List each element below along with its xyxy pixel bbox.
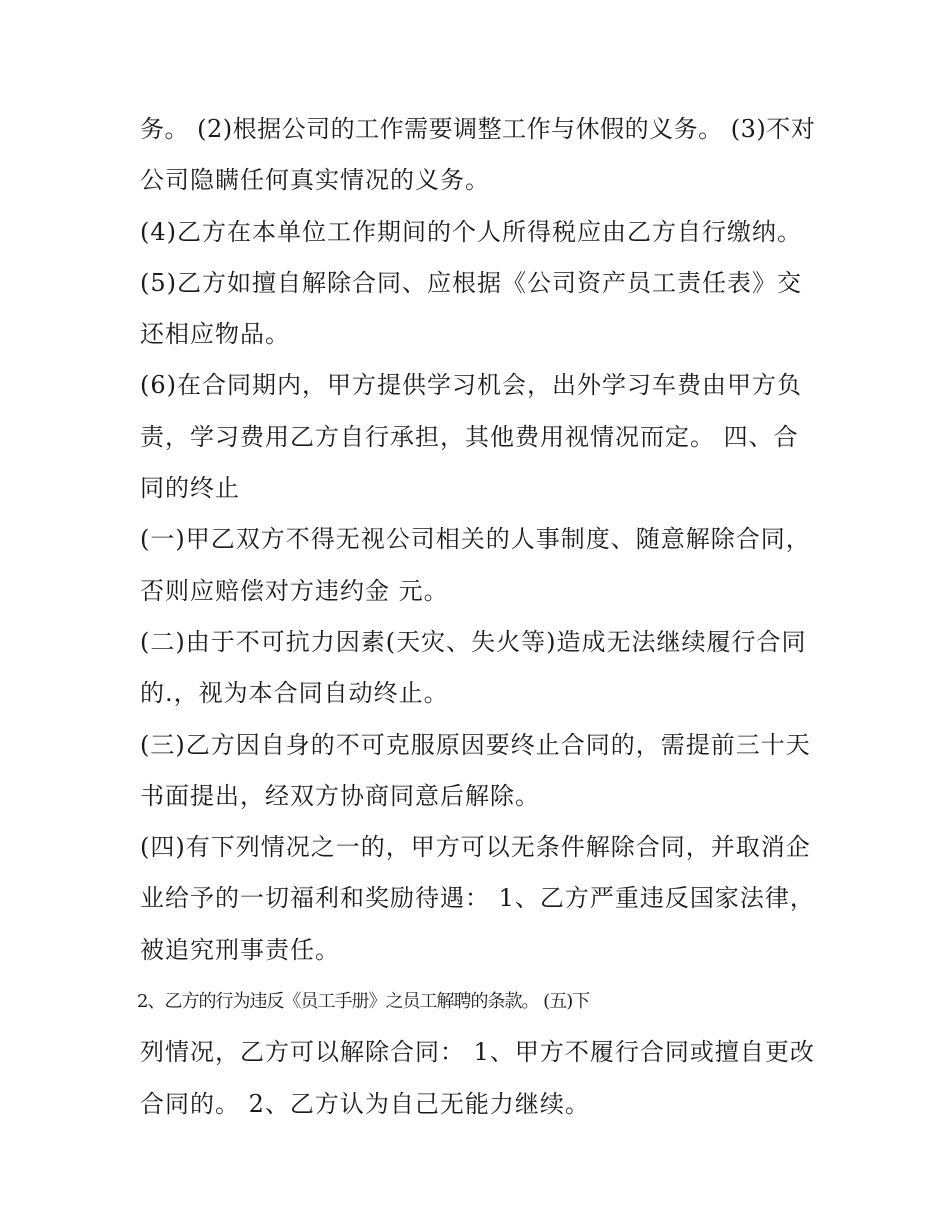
text-line-19: 列情况，乙方可以解除合同： 1、甲方不履行合同或擅自更改 [140, 1038, 815, 1067]
text-line-5: 还相应物品。 [140, 320, 290, 349]
text-line-16: 业给予的一切福利和奖励待遇： 1、乙方严重违反国家法律， [140, 884, 815, 913]
text-line-14: 书面提出，经双方协商同意后解除。 [140, 781, 540, 810]
text-line-11: (二)由于不可抗力因素(天灾、失火等)造成无法继续履行合同 [140, 627, 807, 656]
text-line-17: 被追究刑事责任。 [140, 935, 340, 964]
text-line-2: 公司隐瞒任何真实情况的义务。 [140, 166, 490, 195]
text-line-13: (三)乙方因自身的不可克服原因要终止合同的，需提前三十天 [140, 730, 811, 759]
text-line-8: 同的终止 [140, 474, 240, 503]
text-line-7: 责，学习费用乙方自行承担，其他费用视情况而定。 四、合 [140, 422, 799, 451]
text-line-18: 2、乙方的行为违反《员工手册》之员工解聘的条款。 (五)下 [137, 991, 590, 1013]
text-line-20: 合同的。 2、乙方认为自己无能力继续。 [140, 1089, 590, 1118]
text-line-1: 务。 (2)根据公司的工作需要调整工作与休假的义务。 (3)不对 [140, 115, 816, 143]
text-line-9: (一)甲乙双方不得无视公司相关的人事制度、随意解除合同， [140, 525, 811, 554]
text-line-3: (4)乙方在本单位工作期间的个人所得税应由乙方自行缴纳。 [140, 217, 802, 246]
text-line-12: 的.，视为本合同自动终止。 [140, 679, 449, 708]
document-body [137, 104, 820, 1130]
text-line-4: (5)乙方如擅自解除合同、应根据《公司资产员工责任表》交 [140, 268, 802, 297]
text-line-6: (6)在合同期内，甲方提供学习机会，出外学习车费由甲方负 [140, 371, 802, 400]
text-line-10: 否则应赔偿对方违约金 元。 [140, 576, 449, 605]
text-line-15: (四)有下列情况之一的，甲方可以无条件解除合同，并取消企 [140, 833, 811, 862]
